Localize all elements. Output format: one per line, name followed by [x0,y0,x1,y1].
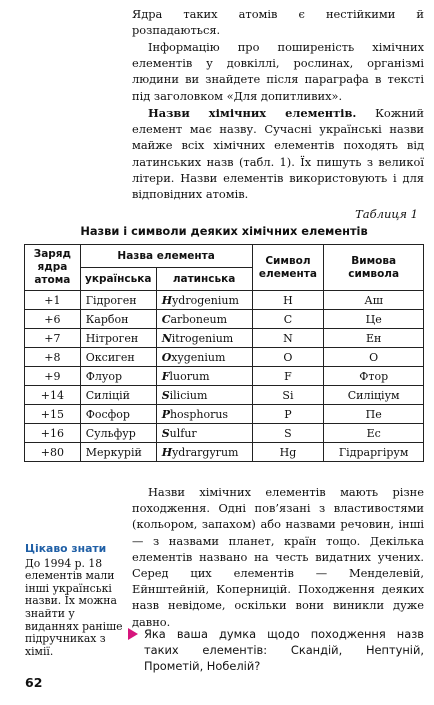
cell-latin-name [156,348,252,367]
latin-initial: F [161,369,170,383]
cell-latin-name [156,329,252,348]
cell-charge: +8 [25,348,81,367]
latin-initial: S [161,388,170,402]
page-number: 62 [25,675,43,690]
table-row [25,310,424,329]
cell-symbol: N [252,329,324,348]
did-you-know-sidebar [25,543,125,658]
cell-pronunciation: Гідраргірум [324,443,424,462]
table-caption: Таблиця 1 [355,207,418,221]
cell-symbol: Hg [252,443,324,462]
cell-pronunciation: Аш [324,291,424,310]
latin-initial: S [161,426,170,440]
cell-latin-name [156,405,252,424]
cell-symbol: C [252,310,324,329]
latin-rest: luorum [169,369,210,383]
cell-pronunciation: О [324,348,424,367]
cell-symbol: H [252,291,324,310]
table-row [25,405,424,424]
table-row [25,291,424,310]
cell-ukrainian-name: Силіцій [80,386,156,405]
latin-rest: ilicium [169,388,208,402]
section-heading: Назви хімічних елементів. [148,106,357,120]
cell-symbol: F [252,367,324,386]
latin-initial: H [161,293,173,307]
latin-rest: arboneum [170,312,228,326]
cell-pronunciation: Пе [324,405,424,424]
table-row [25,443,424,462]
cell-latin-name [156,386,252,405]
cell-ukrainian-name: Гідроген [80,291,156,310]
cell-symbol: Si [252,386,324,405]
header-charge: Заряд ядра атома [25,245,81,291]
latin-rest: ydrargyrum [172,445,239,459]
table-row [25,329,424,348]
cell-charge: +14 [25,386,81,405]
paragraph-element-names [132,105,424,202]
cell-charge: +1 [25,291,81,310]
cell-ukrainian-name: Фосфор [80,405,156,424]
table-title: Назви і символи деяких хімічних елементів [80,224,368,238]
cell-ukrainian-name: Карбон [80,310,156,329]
cell-charge: +80 [25,443,81,462]
cell-ukrainian-name: Флуор [80,367,156,386]
cell-symbol: S [252,424,324,443]
latin-initial: H [161,445,173,459]
latin-rest: ydrogenium [172,293,239,307]
latin-initial: C [161,312,171,326]
cell-pronunciation: Ен [324,329,424,348]
cell-symbol: O [252,348,324,367]
latin-initial: O [161,350,172,364]
paragraph-prevalence-info: Інформацію про поширеність хімічних елементів у довкіллі, рослинах, організмі людини ви знайдете після параграфа в тексті під заголовком «Для допитливих». [132,40,424,103]
cell-charge: +6 [25,310,81,329]
header-latin: латинська [156,268,252,291]
cell-pronunciation: Це [324,310,424,329]
elements-table [24,244,424,462]
cell-charge: +16 [25,424,81,443]
cell-latin-name [156,424,252,443]
section-text: Кожний елемент має назву. Сучасні українські назви майже всіх хімічних елементів походять від латинських назв (табл. 1). Їх пишуть з великої літери. Назви елементів використовують і для відповідних атомів. [132,106,424,202]
header-ukrainian: українська [80,268,156,291]
latin-rest: xygenium [171,350,226,364]
cell-ukrainian-name: Нітроген [80,329,156,348]
cell-ukrainian-name: Сульфур [80,424,156,443]
header-symbol: Символ елемента [252,245,324,291]
question-arrow-icon [128,628,138,640]
cell-latin-name [156,310,252,329]
latin-rest: hosphorus [169,407,229,421]
sidebar-text: До 1994 р. 18 елементів мали інші українські назви. Їх можна знайти у виданнях раніше підручниках з хімії. [25,556,123,658]
cell-symbol: P [252,405,324,424]
paragraph-name-origins: Назви хімічних елементів мають різне походження. Одні пов’язані з властивостями (кольором, запахом) або назвами речовин, інші — з назвами планет, країн тощо. Декілька елементів названо на честь видатних учених. Серед цих елементів — Менделевій, Ейнштейній, Коперницій. Походження деяких назв невідоме, оскільки вони виникли дуже давно. [132,485,424,629]
cell-charge: +7 [25,329,81,348]
latin-rest: itrogenium [171,331,234,345]
latin-initial: P [161,407,170,421]
cell-charge: +9 [25,367,81,386]
cell-charge: +15 [25,405,81,424]
cell-latin-name [156,291,252,310]
cell-pronunciation: Фтор [324,367,424,386]
table-row [25,367,424,386]
sidebar-label: Цікаво знати [25,542,107,555]
cell-ukrainian-name: Оксиген [80,348,156,367]
paragraph-nuclei-unstable: Ядра таких атомів є нестійкими й розпадаються. [132,7,424,38]
cell-latin-name [156,367,252,386]
table-row [25,424,424,443]
question-block [132,626,424,674]
cell-pronunciation: Ес [324,424,424,443]
cell-pronunciation: Силіціум [324,386,424,405]
question-text: Яка ваша думка щодо походження назв таких елементів: Скандій, Нептуній, Прометій, Нобелій? [144,627,424,673]
latin-rest: ulfur [169,426,197,440]
cell-ukrainian-name: Меркурій [80,443,156,462]
table-row [25,348,424,367]
header-pronunciation: Вимова символа [324,245,424,291]
header-element-name: Назва елемента [80,245,252,268]
table-row [25,386,424,405]
latin-initial: N [161,331,172,345]
cell-latin-name [156,443,252,462]
